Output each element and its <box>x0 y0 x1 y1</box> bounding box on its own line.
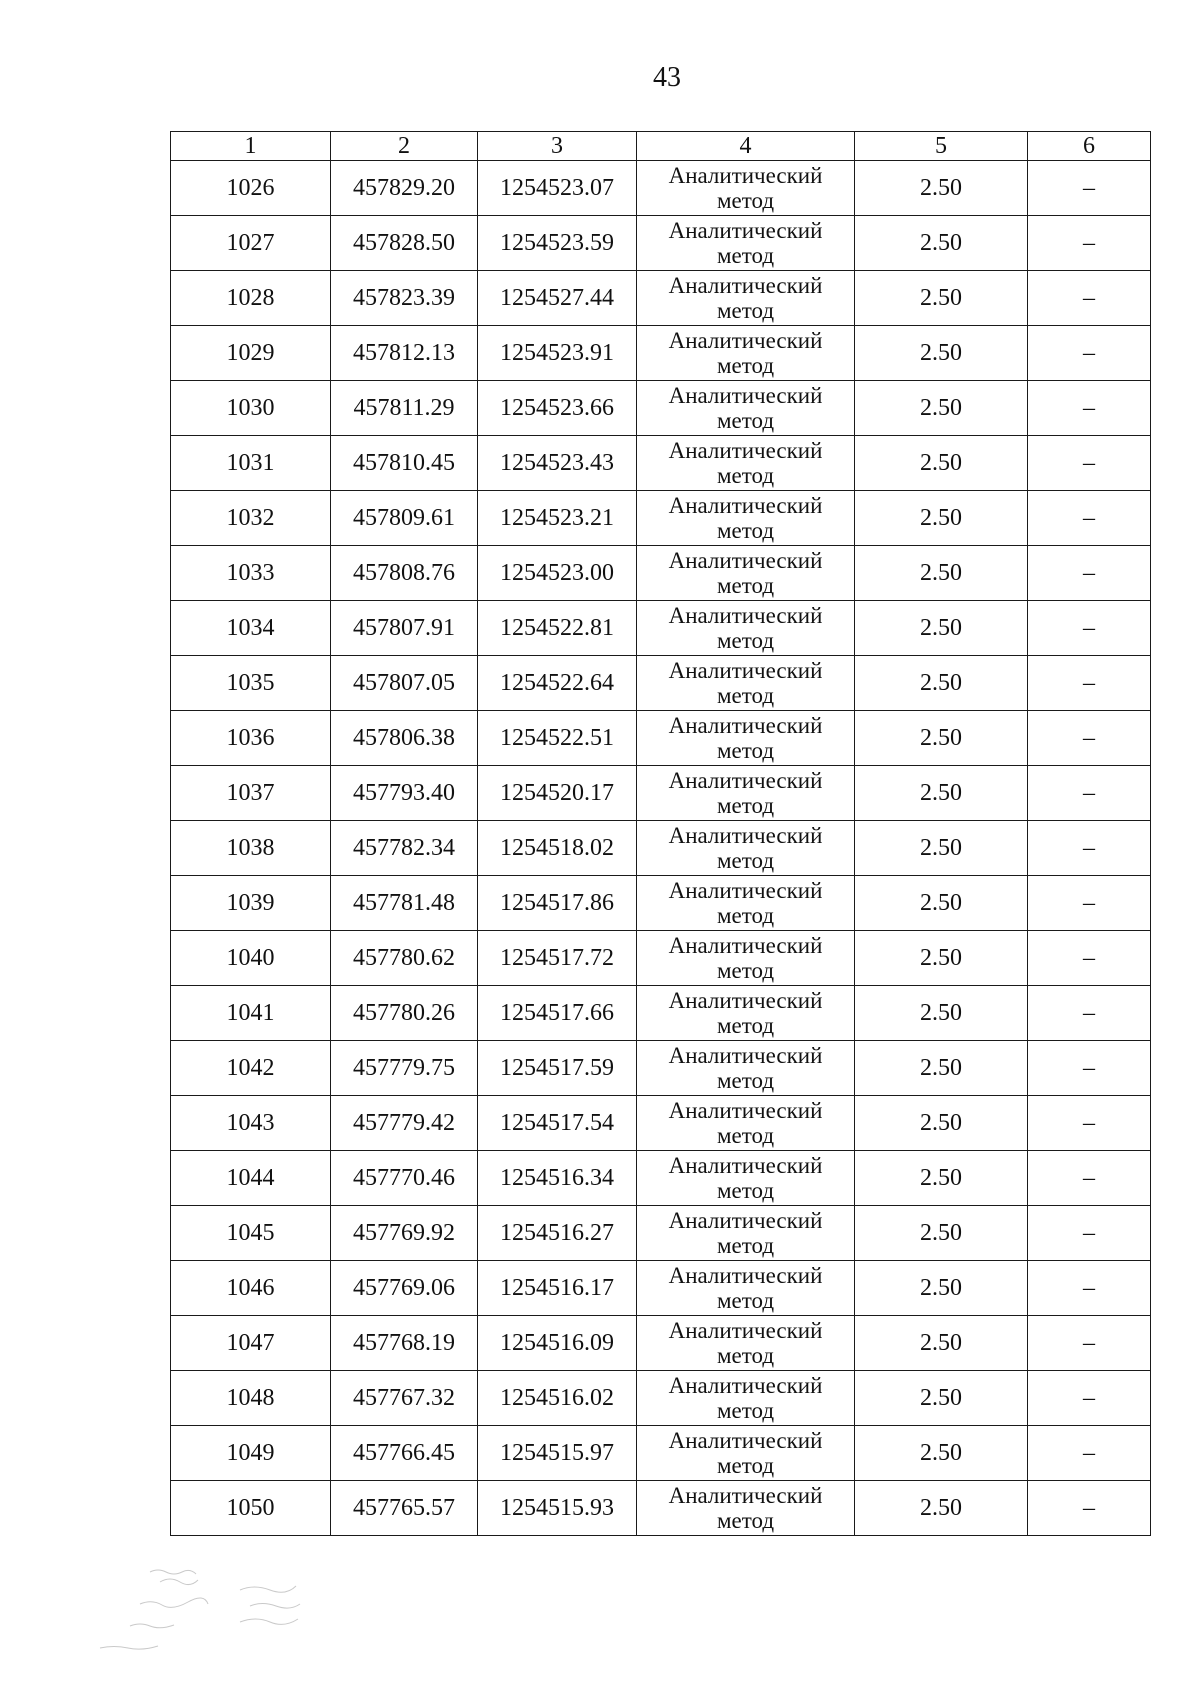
method-cell <box>637 821 855 876</box>
note-cell: – <box>1028 1371 1151 1426</box>
method-line-1: Аналитический <box>668 1318 823 1343</box>
method-line-2: метод <box>716 1343 775 1368</box>
x-coordinate-cell: 457807.91 <box>331 601 478 656</box>
method-cell <box>637 1206 855 1261</box>
method-cell <box>637 161 855 216</box>
y-coordinate-cell: 1254522.81 <box>478 601 637 656</box>
point-number-cell: 1030 <box>171 381 331 436</box>
table-row <box>171 161 1151 216</box>
point-number-cell: 1043 <box>171 1096 331 1151</box>
method-line-1: Аналитический <box>668 1483 823 1508</box>
note-cell: – <box>1028 766 1151 821</box>
note-cell: – <box>1028 1096 1151 1151</box>
x-coordinate-cell: 457769.92 <box>331 1206 478 1261</box>
method-line-2: метод <box>716 738 775 763</box>
table-row <box>171 766 1151 821</box>
table-row <box>171 546 1151 601</box>
method-cell <box>637 876 855 931</box>
accuracy-cell: 2.50 <box>855 436 1028 491</box>
accuracy-cell: 2.50 <box>855 711 1028 766</box>
note-cell: – <box>1028 711 1151 766</box>
method-line-2: метод <box>716 298 775 323</box>
note-cell: – <box>1028 1481 1151 1536</box>
y-coordinate-cell: 1254523.00 <box>478 546 637 601</box>
point-number-cell: 1026 <box>171 161 331 216</box>
point-number-cell: 1050 <box>171 1481 331 1536</box>
method-line-2: метод <box>716 903 775 928</box>
note-cell: – <box>1028 216 1151 271</box>
header-cell-4: 4 <box>637 132 855 161</box>
x-coordinate-cell: 457810.45 <box>331 436 478 491</box>
note-cell: – <box>1028 326 1151 381</box>
method-line-1: Аналитический <box>668 768 823 793</box>
y-coordinate-cell: 1254522.51 <box>478 711 637 766</box>
method-cell <box>637 216 855 271</box>
x-coordinate-cell: 457829.20 <box>331 161 478 216</box>
method-line-1: Аналитический <box>668 878 823 903</box>
note-cell: – <box>1028 1316 1151 1371</box>
x-coordinate-cell: 457808.76 <box>331 546 478 601</box>
y-coordinate-cell: 1254516.34 <box>478 1151 637 1206</box>
method-cell <box>637 601 855 656</box>
method-line-2: метод <box>716 1398 775 1423</box>
point-number-cell: 1032 <box>171 491 331 546</box>
method-cell <box>637 491 855 546</box>
x-coordinate-cell: 457766.45 <box>331 1426 478 1481</box>
x-coordinate-cell: 457765.57 <box>331 1481 478 1536</box>
method-cell <box>637 986 855 1041</box>
method-line-1: Аналитический <box>668 1428 823 1453</box>
table-row <box>171 1041 1151 1096</box>
x-coordinate-cell: 457811.29 <box>331 381 478 436</box>
table-row <box>171 821 1151 876</box>
x-coordinate-cell: 457812.13 <box>331 326 478 381</box>
accuracy-cell: 2.50 <box>855 1426 1028 1481</box>
method-line-2: метод <box>716 463 775 488</box>
method-line-1: Аналитический <box>668 218 823 243</box>
point-number-cell: 1039 <box>171 876 331 931</box>
method-cell <box>637 1041 855 1096</box>
accuracy-cell: 2.50 <box>855 1096 1028 1151</box>
note-cell: – <box>1028 381 1151 436</box>
note-cell: – <box>1028 656 1151 711</box>
y-coordinate-cell: 1254523.07 <box>478 161 637 216</box>
method-line-1: Аналитический <box>668 163 823 188</box>
point-number-cell: 1044 <box>171 1151 331 1206</box>
method-cell <box>637 931 855 986</box>
x-coordinate-cell: 457780.26 <box>331 986 478 1041</box>
note-cell: – <box>1028 1426 1151 1481</box>
method-line-2: метод <box>716 1068 775 1093</box>
method-line-2: метод <box>716 518 775 543</box>
method-line-1: Аналитический <box>668 1043 823 1068</box>
point-number-cell: 1038 <box>171 821 331 876</box>
point-number-cell: 1031 <box>171 436 331 491</box>
method-line-1: Аналитический <box>668 383 823 408</box>
method-cell <box>637 656 855 711</box>
y-coordinate-cell: 1254523.43 <box>478 436 637 491</box>
point-number-cell: 1042 <box>171 1041 331 1096</box>
y-coordinate-cell: 1254527.44 <box>478 271 637 326</box>
x-coordinate-cell: 457823.39 <box>331 271 478 326</box>
method-line-2: метод <box>716 1233 775 1258</box>
method-line-2: метод <box>716 958 775 983</box>
accuracy-cell: 2.50 <box>855 1371 1028 1426</box>
accuracy-cell: 2.50 <box>855 986 1028 1041</box>
y-coordinate-cell: 1254517.54 <box>478 1096 637 1151</box>
x-coordinate-cell: 457768.19 <box>331 1316 478 1371</box>
method-line-1: Аналитический <box>668 933 823 958</box>
table-row <box>171 491 1151 546</box>
method-cell <box>637 546 855 601</box>
method-line-2: метод <box>716 793 775 818</box>
method-cell <box>637 1371 855 1426</box>
y-coordinate-cell: 1254523.59 <box>478 216 637 271</box>
method-cell <box>637 1096 855 1151</box>
method-line-2: метод <box>716 243 775 268</box>
point-number-cell: 1029 <box>171 326 331 381</box>
x-coordinate-cell: 457781.48 <box>331 876 478 931</box>
accuracy-cell: 2.50 <box>855 821 1028 876</box>
header-cell-6: 6 <box>1028 132 1151 161</box>
note-cell: – <box>1028 821 1151 876</box>
method-line-2: метод <box>716 1123 775 1148</box>
y-coordinate-cell: 1254516.27 <box>478 1206 637 1261</box>
table-row <box>171 931 1151 986</box>
y-coordinate-cell: 1254515.97 <box>478 1426 637 1481</box>
y-coordinate-cell: 1254515.93 <box>478 1481 637 1536</box>
accuracy-cell: 2.50 <box>855 656 1028 711</box>
accuracy-cell: 2.50 <box>855 1041 1028 1096</box>
method-line-2: метод <box>716 628 775 653</box>
note-cell: – <box>1028 546 1151 601</box>
scan-artifact-scribble <box>90 1560 370 1660</box>
x-coordinate-cell: 457767.32 <box>331 1371 478 1426</box>
note-cell: – <box>1028 876 1151 931</box>
method-line-2: метод <box>716 353 775 378</box>
method-line-1: Аналитический <box>668 1373 823 1398</box>
note-cell: – <box>1028 161 1151 216</box>
method-line-2: метод <box>716 683 775 708</box>
method-line-1: Аналитический <box>668 1208 823 1233</box>
y-coordinate-cell: 1254520.17 <box>478 766 637 821</box>
accuracy-cell: 2.50 <box>855 271 1028 326</box>
point-number-cell: 1028 <box>171 271 331 326</box>
method-cell <box>637 711 855 766</box>
y-coordinate-cell: 1254523.21 <box>478 491 637 546</box>
method-line-1: Аналитический <box>668 658 823 683</box>
header-cell-2: 2 <box>331 132 478 161</box>
accuracy-cell: 2.50 <box>855 1261 1028 1316</box>
method-line-2: метод <box>716 1453 775 1478</box>
accuracy-cell: 2.50 <box>855 766 1028 821</box>
y-coordinate-cell: 1254522.64 <box>478 656 637 711</box>
method-line-2: метод <box>716 188 775 213</box>
method-line-1: Аналитический <box>668 1263 823 1288</box>
x-coordinate-cell: 457770.46 <box>331 1151 478 1206</box>
method-cell <box>637 1481 855 1536</box>
accuracy-cell: 2.50 <box>855 161 1028 216</box>
note-cell: – <box>1028 931 1151 986</box>
point-number-cell: 1035 <box>171 656 331 711</box>
table-row <box>171 876 1151 931</box>
y-coordinate-cell: 1254517.86 <box>478 876 637 931</box>
accuracy-cell: 2.50 <box>855 381 1028 436</box>
note-cell: – <box>1028 1261 1151 1316</box>
y-coordinate-cell: 1254517.66 <box>478 986 637 1041</box>
header-row <box>171 132 1151 161</box>
point-number-cell: 1045 <box>171 1206 331 1261</box>
method-line-2: метод <box>716 408 775 433</box>
y-coordinate-cell: 1254518.02 <box>478 821 637 876</box>
accuracy-cell: 2.50 <box>855 876 1028 931</box>
accuracy-cell: 2.50 <box>855 1481 1028 1536</box>
method-line-2: метод <box>716 1178 775 1203</box>
x-coordinate-cell: 457793.40 <box>331 766 478 821</box>
method-cell <box>637 326 855 381</box>
method-line-1: Аналитический <box>668 328 823 353</box>
table-row <box>171 1206 1151 1261</box>
table-row <box>171 436 1151 491</box>
point-number-cell: 1027 <box>171 216 331 271</box>
y-coordinate-cell: 1254517.72 <box>478 931 637 986</box>
table-row <box>171 986 1151 1041</box>
accuracy-cell: 2.50 <box>855 546 1028 601</box>
note-cell: – <box>1028 1041 1151 1096</box>
coordinates-table <box>170 131 1151 1536</box>
table-row <box>171 1151 1151 1206</box>
method-line-1: Аналитический <box>668 493 823 518</box>
point-number-cell: 1046 <box>171 1261 331 1316</box>
point-number-cell: 1048 <box>171 1371 331 1426</box>
table-row <box>171 601 1151 656</box>
method-line-2: метод <box>716 1288 775 1313</box>
point-number-cell: 1049 <box>171 1426 331 1481</box>
accuracy-cell: 2.50 <box>855 326 1028 381</box>
method-line-2: метод <box>716 1013 775 1038</box>
note-cell: – <box>1028 436 1151 491</box>
page-number: 43 <box>653 62 681 93</box>
header-cell-5: 5 <box>855 132 1028 161</box>
table-row <box>171 1261 1151 1316</box>
y-coordinate-cell: 1254516.17 <box>478 1261 637 1316</box>
point-number-cell: 1036 <box>171 711 331 766</box>
note-cell: – <box>1028 491 1151 546</box>
point-number-cell: 1047 <box>171 1316 331 1371</box>
accuracy-cell: 2.50 <box>855 1316 1028 1371</box>
accuracy-cell: 2.50 <box>855 491 1028 546</box>
table-body <box>171 161 1151 1536</box>
table-row <box>171 1426 1151 1481</box>
table-row <box>171 326 1151 381</box>
point-number-cell: 1040 <box>171 931 331 986</box>
accuracy-cell: 2.50 <box>855 601 1028 656</box>
table-row <box>171 656 1151 711</box>
note-cell: – <box>1028 986 1151 1041</box>
method-line-2: метод <box>716 848 775 873</box>
x-coordinate-cell: 457769.06 <box>331 1261 478 1316</box>
x-coordinate-cell: 457807.05 <box>331 656 478 711</box>
y-coordinate-cell: 1254523.91 <box>478 326 637 381</box>
accuracy-cell: 2.50 <box>855 1151 1028 1206</box>
method-line-2: метод <box>716 1508 775 1533</box>
header-cell-1: 1 <box>171 132 331 161</box>
method-line-2: метод <box>716 573 775 598</box>
header-cell-3: 3 <box>478 132 637 161</box>
method-line-1: Аналитический <box>668 988 823 1013</box>
method-line-1: Аналитический <box>668 823 823 848</box>
y-coordinate-cell: 1254523.66 <box>478 381 637 436</box>
method-line-1: Аналитический <box>668 603 823 628</box>
point-number-cell: 1033 <box>171 546 331 601</box>
method-line-1: Аналитический <box>668 1098 823 1123</box>
y-coordinate-cell: 1254516.02 <box>478 1371 637 1426</box>
method-cell <box>637 271 855 326</box>
method-line-1: Аналитический <box>668 438 823 463</box>
table-row <box>171 1096 1151 1151</box>
table-row <box>171 271 1151 326</box>
point-number-cell: 1037 <box>171 766 331 821</box>
method-cell <box>637 381 855 436</box>
method-line-1: Аналитический <box>668 273 823 298</box>
table-row <box>171 1371 1151 1426</box>
x-coordinate-cell: 457779.75 <box>331 1041 478 1096</box>
point-number-cell: 1041 <box>171 986 331 1041</box>
x-coordinate-cell: 457828.50 <box>331 216 478 271</box>
table-row <box>171 1316 1151 1371</box>
method-line-1: Аналитический <box>668 548 823 573</box>
point-number-cell: 1034 <box>171 601 331 656</box>
table-row <box>171 381 1151 436</box>
y-coordinate-cell: 1254517.59 <box>478 1041 637 1096</box>
note-cell: – <box>1028 1206 1151 1261</box>
x-coordinate-cell: 457782.34 <box>331 821 478 876</box>
table-row <box>171 711 1151 766</box>
method-cell <box>637 1316 855 1371</box>
table-header <box>171 132 1151 161</box>
x-coordinate-cell: 457780.62 <box>331 931 478 986</box>
note-cell: – <box>1028 271 1151 326</box>
method-line-1: Аналитический <box>668 1153 823 1178</box>
x-coordinate-cell: 457806.38 <box>331 711 478 766</box>
note-cell: – <box>1028 1151 1151 1206</box>
accuracy-cell: 2.50 <box>855 931 1028 986</box>
method-cell <box>637 766 855 821</box>
note-cell: – <box>1028 601 1151 656</box>
method-line-1: Аналитический <box>668 713 823 738</box>
method-cell <box>637 436 855 491</box>
y-coordinate-cell: 1254516.09 <box>478 1316 637 1371</box>
accuracy-cell: 2.50 <box>855 216 1028 271</box>
method-cell <box>637 1151 855 1206</box>
method-cell <box>637 1426 855 1481</box>
table-row <box>171 1481 1151 1536</box>
x-coordinate-cell: 457779.42 <box>331 1096 478 1151</box>
accuracy-cell: 2.50 <box>855 1206 1028 1261</box>
x-coordinate-cell: 457809.61 <box>331 491 478 546</box>
method-cell <box>637 1261 855 1316</box>
table-row <box>171 216 1151 271</box>
